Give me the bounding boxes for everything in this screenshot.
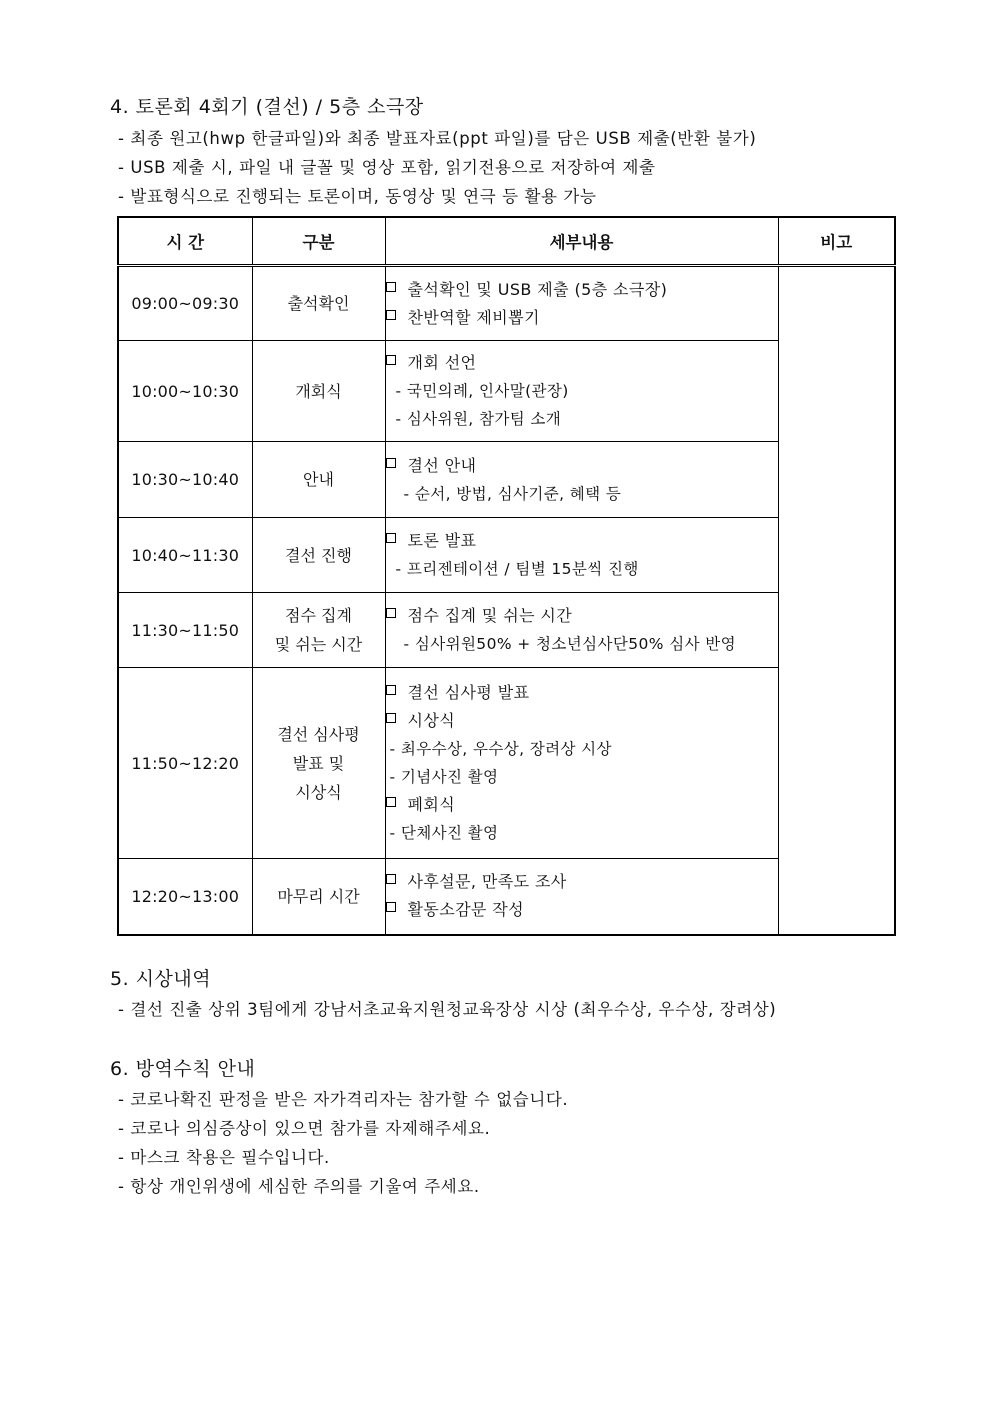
square-bullet-icon <box>386 874 396 884</box>
section-4-bullet-1: - 최종 원고(hwp 한글파일)와 최종 발표자료(ppt 파일)를 담은 USB 제출(반환 불가) <box>118 129 757 148</box>
category-line: 안내 <box>303 470 334 489</box>
detail-subitem <box>386 763 778 791</box>
row-details <box>385 518 778 593</box>
row-time: 10:00~10:30 <box>118 341 252 442</box>
category-line: 개회식 <box>295 381 342 401</box>
detail-item <box>386 304 778 332</box>
section-6-bullet-4: - 항상 개인위생에 세심한 주의를 기울여 주세요. <box>118 1177 480 1196</box>
category-line: 및 쉬는 시간 <box>274 635 363 654</box>
row-remarks <box>778 266 895 935</box>
row-time: 11:30~11:50 <box>118 593 252 668</box>
row-category <box>252 859 385 935</box>
detail-text: 사후설문, 만족도 조사 <box>407 872 567 892</box>
detail-text: 활동소감문 작성 <box>407 900 524 920</box>
header-category: 구분 <box>252 217 385 266</box>
section-5-bullet-1: - 결선 진출 상위 3팀에게 강남서초교육지원청교육장상 시상 (최우수상, 우수상, 장려상) <box>118 1000 777 1019</box>
row-time: 11:50~12:20 <box>118 668 252 859</box>
detail-subitem <box>386 735 778 763</box>
detail-text: 점수 집계 및 쉬는 시간 <box>407 606 573 625</box>
category-line: 시상식 <box>295 782 342 802</box>
row-category <box>252 668 385 859</box>
detail-text: 개회 선언 <box>407 353 477 372</box>
detail-text: 시상식 <box>407 711 456 730</box>
detail-text: - 순서, 방법, 심사기준, 혜택 등 <box>403 484 622 503</box>
section-4-title: 4. 토론회 4회기 (결선) / 5층 소극장 <box>110 96 424 118</box>
detail-subitem <box>386 377 778 405</box>
detail-subitem <box>386 630 778 658</box>
square-bullet-icon <box>386 355 396 365</box>
category-line: 점수 집계 <box>285 606 352 625</box>
detail-text: - 국민의례, 인사말(관장) <box>395 382 569 400</box>
category-line: 마무리 시간 <box>277 886 360 906</box>
section-4-bullet-3: - 발표형식으로 진행되는 토론이며, 동영상 및 연극 등 활용 가능 <box>118 187 597 206</box>
square-bullet-icon <box>386 902 396 912</box>
row-details <box>385 859 778 935</box>
row-time: 10:40~11:30 <box>118 518 252 593</box>
detail-subitem <box>386 480 778 508</box>
detail-subitem <box>386 819 778 847</box>
row-category <box>252 518 385 593</box>
table-body <box>118 266 895 935</box>
detail-item <box>386 602 778 630</box>
row-time: 09:00~09:30 <box>118 266 252 341</box>
detail-text: 폐회식 <box>407 795 456 814</box>
category-line: 결선 진행 <box>285 545 352 565</box>
section-6-title: 6. 방역수칙 안내 <box>110 1058 256 1080</box>
detail-item <box>386 452 778 480</box>
row-category <box>252 442 385 518</box>
detail-text: 결선 심사평 발표 <box>407 683 530 702</box>
row-category <box>252 341 385 442</box>
detail-text: - 단체사진 촬영 <box>389 824 499 842</box>
row-time: 10:30~10:40 <box>118 442 252 518</box>
square-bullet-icon <box>386 797 396 807</box>
category-line: 결선 심사평 <box>277 724 360 744</box>
square-bullet-icon <box>386 685 396 695</box>
detail-text: - 심사위원, 참가팀 소개 <box>395 410 562 428</box>
detail-item <box>386 707 778 735</box>
header-remarks: 비고 <box>778 217 895 266</box>
detail-item <box>386 527 778 555</box>
row-details <box>385 593 778 668</box>
row-details <box>385 341 778 442</box>
category-line: 발표 및 <box>292 753 345 773</box>
table-header-row <box>118 217 895 266</box>
section-6-bullet-1: - 코로나확진 판정을 받은 자가격리자는 참가할 수 없습니다. <box>118 1090 569 1109</box>
row-time: 12:20~13:00 <box>118 859 252 935</box>
section-4-bullet-2: - USB 제출 시, 파일 내 글꼴 및 영상 포함, 읽기전용으로 저장하여 제출 <box>118 158 656 177</box>
section-6-bullet-3: - 마스크 착용은 필수입니다. <box>118 1148 330 1167</box>
section-5-title: 5. 시상내역 <box>110 968 212 990</box>
detail-text: - 프리젠테이션 / 팀별 15분씩 진행 <box>395 560 639 578</box>
detail-item <box>386 896 778 924</box>
category-line: 출석확인 <box>287 294 350 313</box>
detail-text: 결선 안내 <box>407 455 477 475</box>
row-details <box>385 266 778 341</box>
square-bullet-icon <box>386 608 396 618</box>
row-details <box>385 442 778 518</box>
square-bullet-icon <box>386 310 396 320</box>
row-details <box>385 668 778 859</box>
detail-subitem <box>386 405 778 433</box>
detail-text: 토론 발표 <box>407 531 477 550</box>
detail-subitem <box>386 555 778 583</box>
row-category <box>252 266 385 341</box>
square-bullet-icon <box>386 713 396 723</box>
square-bullet-icon <box>386 282 396 292</box>
detail-item <box>386 868 778 896</box>
table-row <box>118 266 895 341</box>
detail-text: - 심사위원50% + 청소년심사단50% 심사 반영 <box>403 635 737 653</box>
square-bullet-icon <box>386 533 396 543</box>
detail-item <box>386 349 778 377</box>
detail-text: - 최우수상, 우수상, 장려상 시상 <box>389 740 612 758</box>
row-category <box>252 593 385 668</box>
detail-text: 찬반역할 제비뽑기 <box>407 307 540 327</box>
detail-text: - 기념사진 촬영 <box>389 768 499 786</box>
section-6-bullet-2: - 코로나 의심증상이 있으면 참가를 자제해주세요. <box>118 1119 491 1138</box>
detail-text: 출석확인 및 USB 제출 (5층 소극장) <box>407 279 668 299</box>
detail-item <box>386 679 778 707</box>
header-details: 세부내용 <box>385 217 778 266</box>
detail-item <box>386 276 778 304</box>
header-time: 시 간 <box>118 217 252 266</box>
schedule-table <box>117 216 896 936</box>
square-bullet-icon <box>386 458 396 468</box>
detail-item <box>386 791 778 819</box>
